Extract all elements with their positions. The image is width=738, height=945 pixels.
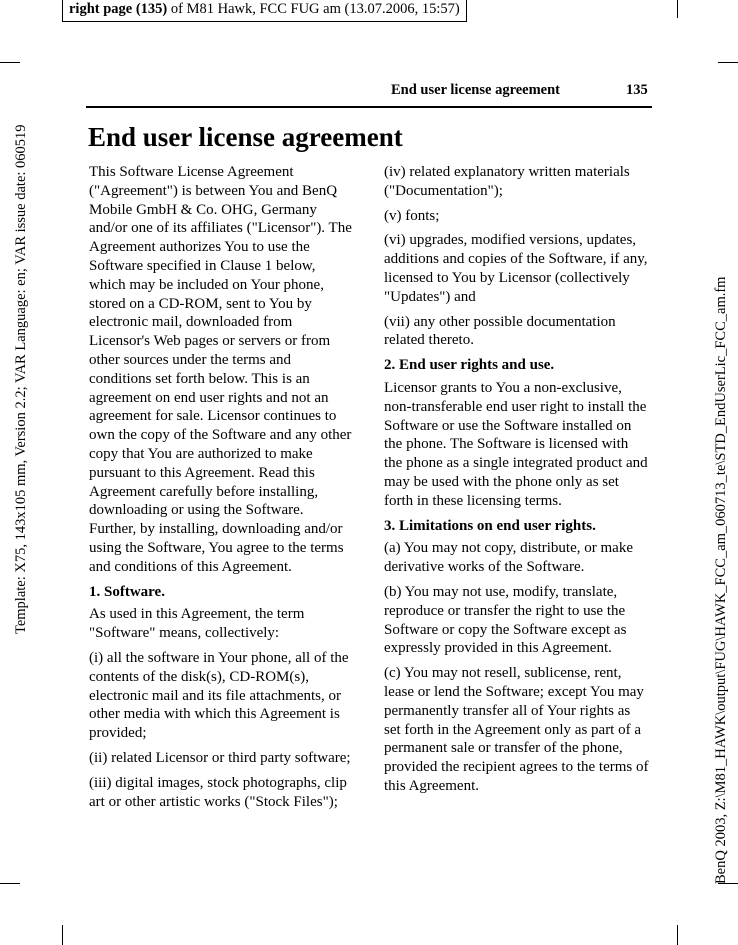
crop-mark	[677, 0, 678, 18]
header-rule	[86, 106, 652, 108]
crop-mark	[718, 62, 738, 63]
crop-mark	[0, 883, 20, 884]
template-info: Template: X75, 143x105 mm, Version 2.2; VAR Language: en; VAR issue date: 060519	[13, 124, 29, 634]
slug-info: of M81 Hawk, FCC FUG am (13.07.2006, 15:57)	[167, 1, 460, 17]
crop-mark	[62, 925, 63, 945]
list-item: (iii) digital images, stock photographs, clip art or other artistic works ("Stock Files");	[89, 774, 347, 810]
crop-mark	[0, 62, 20, 63]
right-column	[384, 163, 650, 802]
list-item: (iv) related explanatory written materials ("Documentation");	[384, 164, 630, 199]
paragraph: Licensor grants to You a non-exclusive, non-transferable end user right to install the Software or use the Software installed on the phone. The Software is licensed with the phone as a single integrated product and may be used with the phone only as set forth in these licensing terms.	[384, 379, 648, 509]
section-heading-limitations: 3. Limitations on end user rights.	[384, 517, 596, 534]
file-path-info: BenQ 2003, Z:\M81_HAWK\output\FUG\HAWK_FCC_am_060713_te\STD_EndUserLic_FCC_am.fm	[713, 276, 729, 884]
list-item: (i) all the software in Your phone, all of the contents of the disk(s), CD-ROM(s), electronic mail and its file attachments, or other media with which this Agreement is provided;	[89, 649, 349, 742]
list-item: (b) You may not use, modify, translate, reproduce or transfer the right to use the Software or copy the Software except as expressly provided in this Agreement.	[384, 583, 627, 657]
list-item: (vii) any other possible documentation related thereto.	[384, 313, 616, 349]
list-item: (c) You may not resell, sublicense, rent, lease or lend the Software; except You may permanently transfer all of Your rights as set forth in the Agreement only as part of a permanent sale or transfer of the phone, provided the recipient agrees to the terms of this Agreement.	[384, 665, 649, 794]
intro-paragraph: This Software License Agreement ("Agreement") is between You and BenQ Mobile GmbH & Co. OHG, Germany and/or one of its affiliates ("Licensor"). The Agreement authorizes You to use the Software specified in Clause 1 below, which may be included on Your phone, stored on a CD-ROM, sent to You by electronic mail, downloaded from Licensor's Web pages or servers or from other sources under the terms and conditions set forth below. This is an agreement on end user rights and not an agreement for sale. Licensor continues to own the copy of the Software and any other copy that You are authorized to make pursuant to this Agreement. Read this Agreement carefully before installing, downloading or using the Software. Further, by installing, downloading and/or using the Software, You agree to the terms and conditions of this Agreement.	[89, 164, 352, 575]
crop-mark	[677, 925, 678, 945]
page-number: 135	[626, 82, 648, 98]
paragraph: As used in this Agreement, the term "Software" means, collectively:	[89, 606, 305, 642]
print-slug	[62, 0, 467, 22]
left-column	[89, 163, 354, 817]
section-heading-software: 1. Software.	[89, 583, 165, 600]
list-item: (v) fonts;	[384, 207, 440, 224]
section-heading-end-user-rights: 2. End user rights and use.	[384, 357, 555, 374]
running-header-title: End user license agreement	[391, 82, 561, 98]
page-title: End user license agreement	[88, 122, 403, 152]
list-item: (vi) upgrades, modified versions, updates, additions and copies of the Software, if any, licensed to You by Licensor (collectively "Updates") and	[384, 232, 648, 305]
list-item: (ii) related Licensor or third party software;	[89, 749, 351, 766]
list-item: (a) You may not copy, distribute, or make derivative works of the Software.	[384, 540, 633, 576]
slug-page: right page (135)	[69, 1, 168, 17]
